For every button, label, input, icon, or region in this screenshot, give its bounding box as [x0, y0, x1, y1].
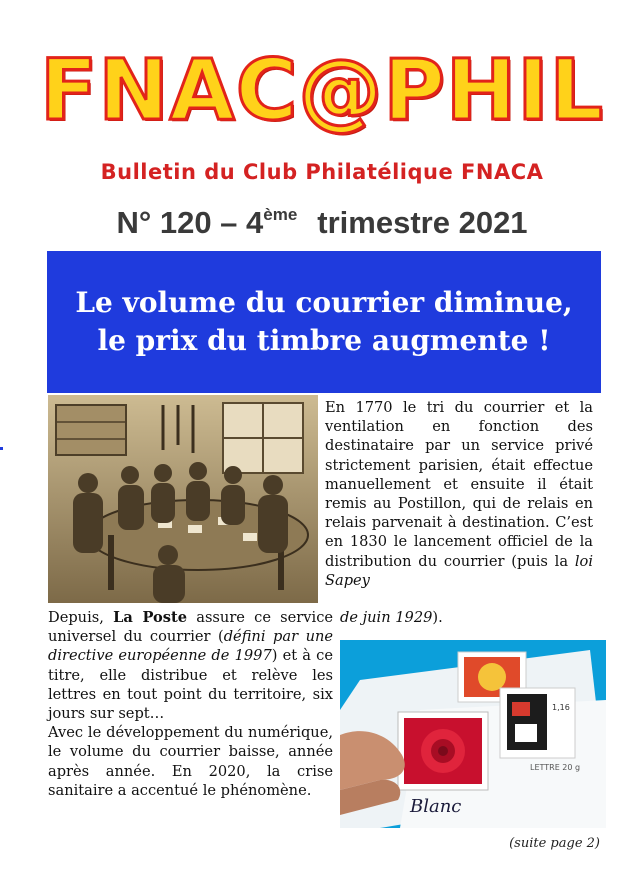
loi-date: de juin 1929 — [340, 609, 433, 626]
masthead-title: FNAC@PHIL — [40, 41, 604, 139]
directive-reference: défini par une directive européenne de 1997 — [48, 628, 333, 665]
headline-banner — [47, 251, 601, 393]
issue-ordinal: ème — [263, 205, 298, 224]
engraving-image — [48, 395, 318, 603]
headline-line-2: le prix du timbre augmente ! — [97, 324, 551, 357]
bulletin-subtitle: Bulletin du Club Philatélique FNACA — [100, 160, 544, 184]
edge-mark — [0, 447, 3, 450]
issue-number: N° 120 – 4 — [116, 205, 264, 240]
body-p2: Avec le développement du numérique, le volume du courrier baisse, année après année. En 2020, la crise sanitaire a accentué le phénomène. — [48, 724, 333, 799]
engraving-illustration — [48, 395, 318, 603]
body-s2: assure ce service universel du courrier ( — [48, 609, 333, 646]
la-poste: La Poste — [113, 609, 188, 626]
article-intro-text: En 1770 le tri du courrier et la ventilation en fonction des destinataire par un service privé strictement parisien, était effectue manuellement et ensuite il était remis au Postillon, qui de relais en relais parvenait à destination. C’est en 1830 le lancement officiel de la distribution du courrier (puis la — [325, 399, 593, 570]
article-intro-continuation — [340, 608, 600, 627]
article-intro-paragraph — [325, 398, 593, 590]
stamp-denomination: 1,16 — [552, 703, 570, 712]
continuation-note: (suite page 2) — [509, 836, 600, 851]
issue-period: trimestre 2021 — [317, 205, 528, 240]
signature: Blanc — [410, 796, 462, 817]
headline-line-1: Le volume du courrier diminue, — [75, 286, 573, 319]
body-s1: Depuis, — [48, 609, 114, 626]
stamps-photo-image — [340, 640, 606, 828]
stamps-photo — [340, 640, 606, 828]
loi-sapey: loi Sapey — [325, 552, 593, 589]
headline — [75, 284, 572, 360]
article-intro-end: ). — [432, 609, 443, 626]
postmark-text: LETTRE 20 g — [530, 763, 581, 772]
article-body-paragraph — [48, 608, 333, 800]
issue-line — [0, 205, 644, 241]
body-s3: ) et à ce titre, elle distribue et relève les lettres en tout point du territoire, six jours sur sept… — [48, 647, 333, 723]
